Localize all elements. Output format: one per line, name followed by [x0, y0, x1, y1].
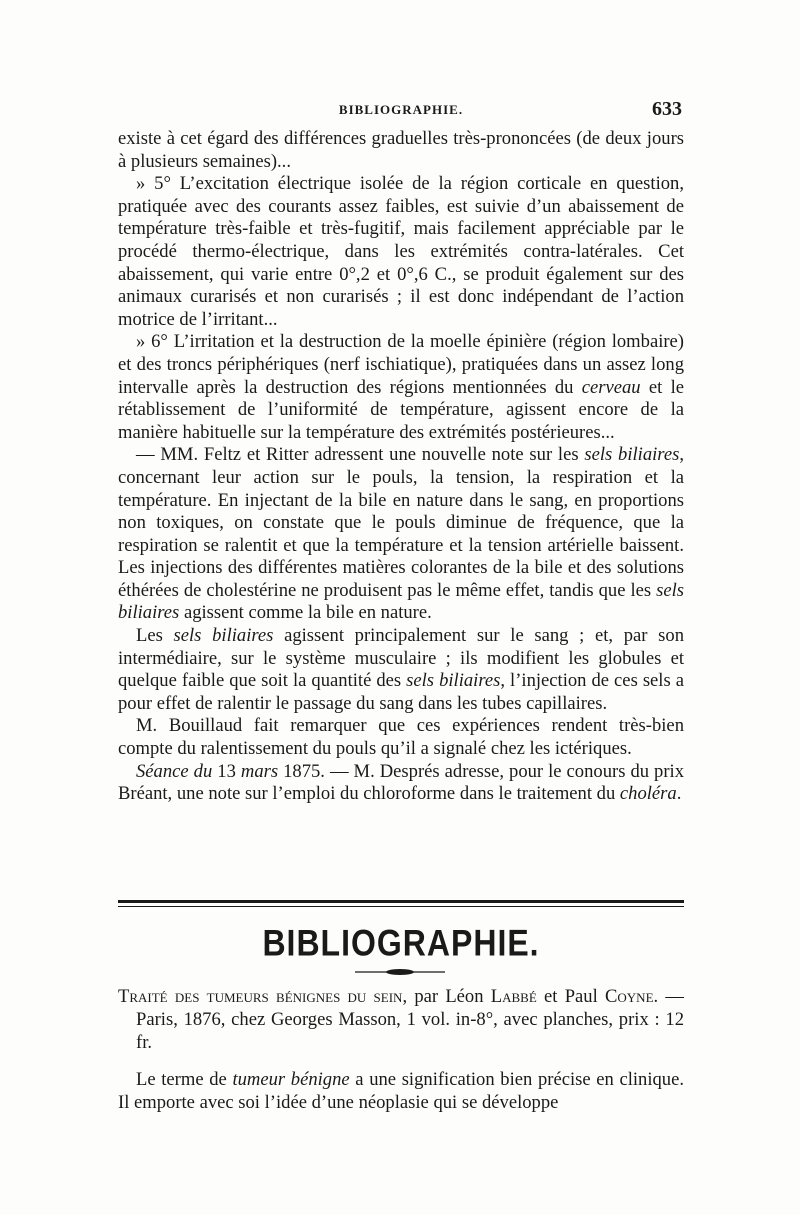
ornament-rule [355, 968, 445, 976]
page-number: 633 [652, 98, 682, 120]
running-head: BIBLIOGRAPHIE. [338, 102, 464, 117]
paragraph-sels-biliaires: Les sels biliaires agissent principalement sur le sang ; et, par son intermédiaire, sur le système musculaire ; ils modifient les globules et quelque faible que soit la quantité des sels biliaires, l’injection de ces sels a pour effet de ralentir le passage du sang dans les tubes capillaires. [118, 625, 684, 714]
section-title: BIBLIOGRAPHIE. [262, 922, 540, 964]
section-divider [118, 900, 684, 907]
paragraph-continued: existe à cet égard des différences graduelles très-prononcées (de deux jours à plusieurs semaines)... [118, 128, 684, 172]
paragraph-bouillaud: M. Bouillaud fait remarquer que ces expériences rendent très-bien compte du ralentissement du pouls qu’il a signalé chez les ictériques. [118, 715, 684, 760]
page-header [118, 98, 684, 128]
paragraph-seance: Séance du 13 mars 1875. — M. Després adresse, pour le conours du prix Bréant, une note sur l’emploi du chloroforme dans le traitement du choléra. [118, 760, 684, 805]
book-review [118, 985, 684, 1114]
paragraph-point-5: » 5° L’excitation électrique isolée de la région corticale en question, pratiquée avec des courants assez faibles, est suivie d’un abaissement de température très-faible et très-fugitif, mais facilement appréciable par le procédé thermo-électrique, dans les extrémités contra-latérales. Cet abaissement, qui varie entre 0°,2 et 0°,6 C., se produit également sur des animaux curarisés et non curarisés ; il est donc indépendant de l’action motrice de l’irritant... [118, 173, 684, 330]
divider-thin-rule [118, 906, 684, 907]
divider-thick-rule [118, 900, 684, 903]
paragraph-feltz-ritter: — MM. Feltz et Ritter adressent une nouvelle note sur les sels biliaires, concernant leur action sur le pouls, la tension, la respiration et la température. En injectant de la bile en nature dans le sang, en proportions non toxiques, on constate que le pouls diminue de fréquence, que la respiration se ralentit et que la température et la tension artérielle baissent. Les injections des différentes matières colorantes de la bile et des solutions éthérées de cholestérine ne produisent pas le même effet, tandis que les sels biliaires agissent comme la bile en nature. [118, 444, 685, 624]
review-citation: Traité des tumeurs bénignes du sein, par Léon Labbé et Paul Coyne. — Paris, 1876, chez Georges Masson, 1 vol. in-8°, avec planches, prix : 12 fr. [118, 986, 684, 1053]
review-paragraph: Le terme de tumeur bénigne a une signification bien précise en clinique. Il emporte avec soi l’idée d’une néoplasie qui se développe [118, 1069, 685, 1113]
article-body [118, 128, 684, 806]
paragraph-point-6: » 6° L’irritation et la destruction de la moelle épinière (région lombaire) et des troncs périphériques (nerf ischiatique), pratiquées dans un assez long intervalle après la destruction des régions mentionnées du cerveau et le rétablissement de l’uniformité de température, agissent encore de la manière habituelle sur la température des extrémités postérieures... [118, 331, 684, 443]
